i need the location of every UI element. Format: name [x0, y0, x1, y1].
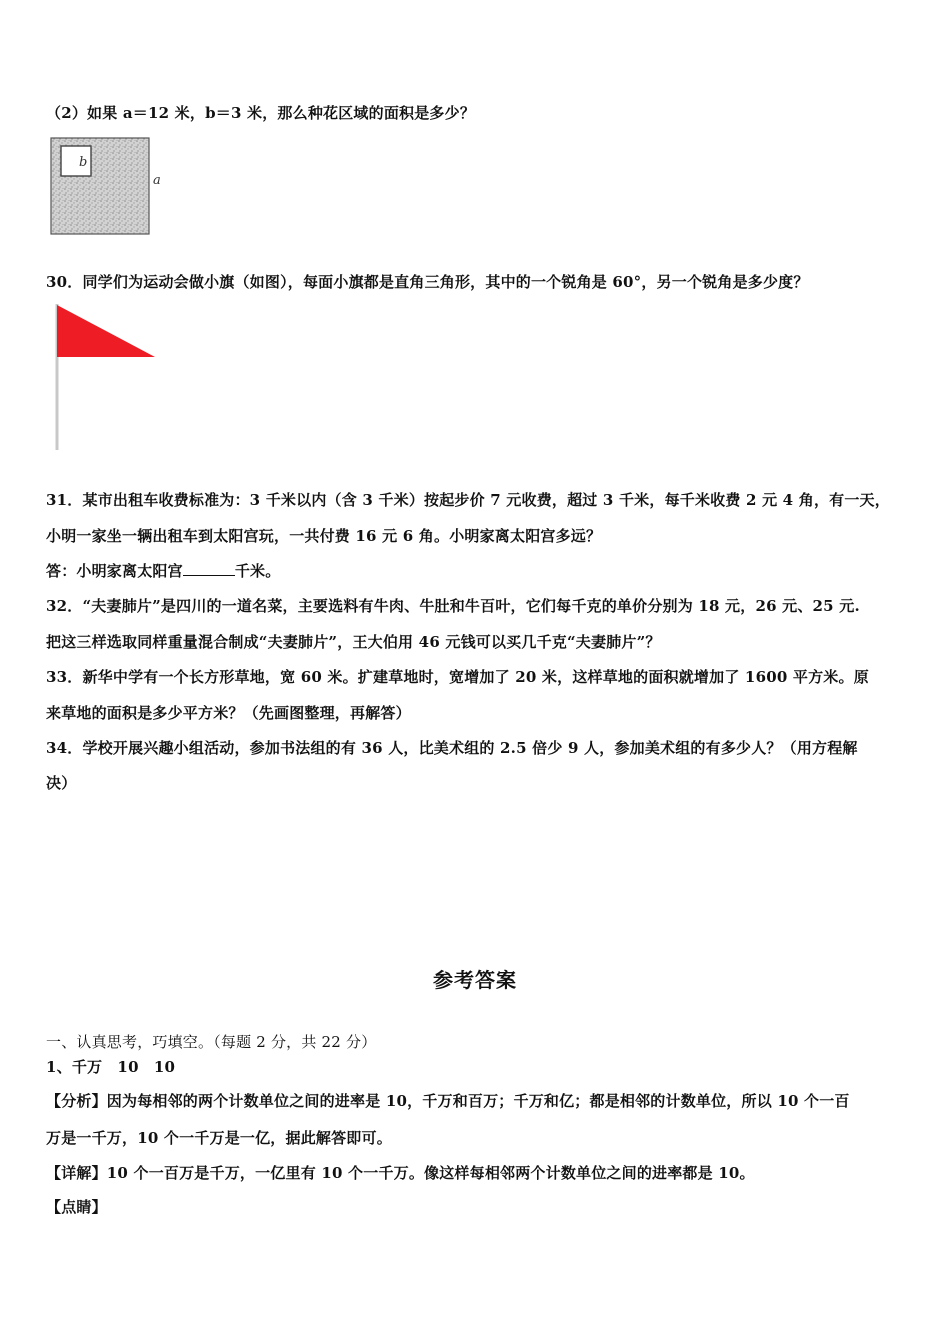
q31-line1: 31．某市出租车收费标准为：3 千米以内（含 3 千米）按起步价 7 元收费，超过 3 千米，每千米收费 2 元 4 角，有一天， — [46, 491, 890, 509]
q32-line1: 32．“夫妻肺片”是四川的一道名菜，主要选料有牛肉、牛肚和牛百叶，它们每千克的单价分别为 18 元，26 元、25 元. — [46, 597, 860, 615]
garden-figure — [46, 134, 176, 238]
q32-line2: 把这三样选取同样重量混合制成“夫妻肺片”，王大伯用 46 元钱可以买几千克“夫妻肺片”？ — [46, 633, 661, 651]
q30-text: 30．同学们为运动会做小旗（如图），每面小旗都是直角三角形，其中的一个锐角是 60°，另一个锐角是多少度？ — [46, 273, 809, 291]
answers-title: 参考答案 — [433, 968, 517, 992]
answer-blank — [183, 563, 235, 576]
analysis-line1: 【分析】因为每相邻的两个计数单位之间的进率是 10，千万和百万；千万和亿；都是相邻的计数单位，所以 10 个一百 — [46, 1092, 850, 1110]
flag-figure — [50, 300, 170, 456]
q34-line1: 34．学校开展兴趣小组活动，参加书法组的有 36 人，比美术组的 2.5 倍少 9 人，参加美术组的有多少人？（用方程解 — [46, 739, 858, 757]
q29-part2-text: （2）如果 a＝12 米，b＝3 米，那么种花区域的面积是多少？ — [46, 104, 476, 122]
detail-text: 【详解】10 个一百万是千万，一亿里有 10 个一千万。像这样每相邻两个计数单位之间的进率都是 10。 — [46, 1164, 755, 1182]
flag-triangle — [57, 305, 155, 357]
q31-answer-prefix: 答：小明家离太阳宫 — [46, 562, 183, 580]
answers-section1: 一、认真思考，巧填空。（每题 2 分，共 22 分） — [46, 1033, 377, 1051]
analysis-line2: 万是一千万，10 个一千万是一亿，据此解答即可。 — [46, 1129, 392, 1147]
q33-line1: 33．新华中学有一个长方形草地，宽 60 米。扩建草地时，宽增加了 20 米，这样草地的面积就增加了 1600 平方米。原 — [46, 668, 869, 686]
label-a: a — [153, 173, 161, 188]
q31-line2: 小明一家坐一辆出租车到太阳宫玩，一共付费 16 元 6 角。小明家离太阳宫多远？ — [46, 527, 602, 545]
note-label: 【点睛】 — [46, 1198, 107, 1216]
q33-line2: 来草地的面积是多少平方米？（先画图整理，再解答） — [46, 704, 411, 722]
answer-item1: 1、千万 10 10 — [46, 1058, 176, 1076]
q31-answer — [46, 560, 280, 581]
q31-answer-suffix: 千米。 — [234, 562, 281, 580]
label-b: b — [79, 155, 88, 170]
q34-line2: 决） — [46, 774, 77, 792]
